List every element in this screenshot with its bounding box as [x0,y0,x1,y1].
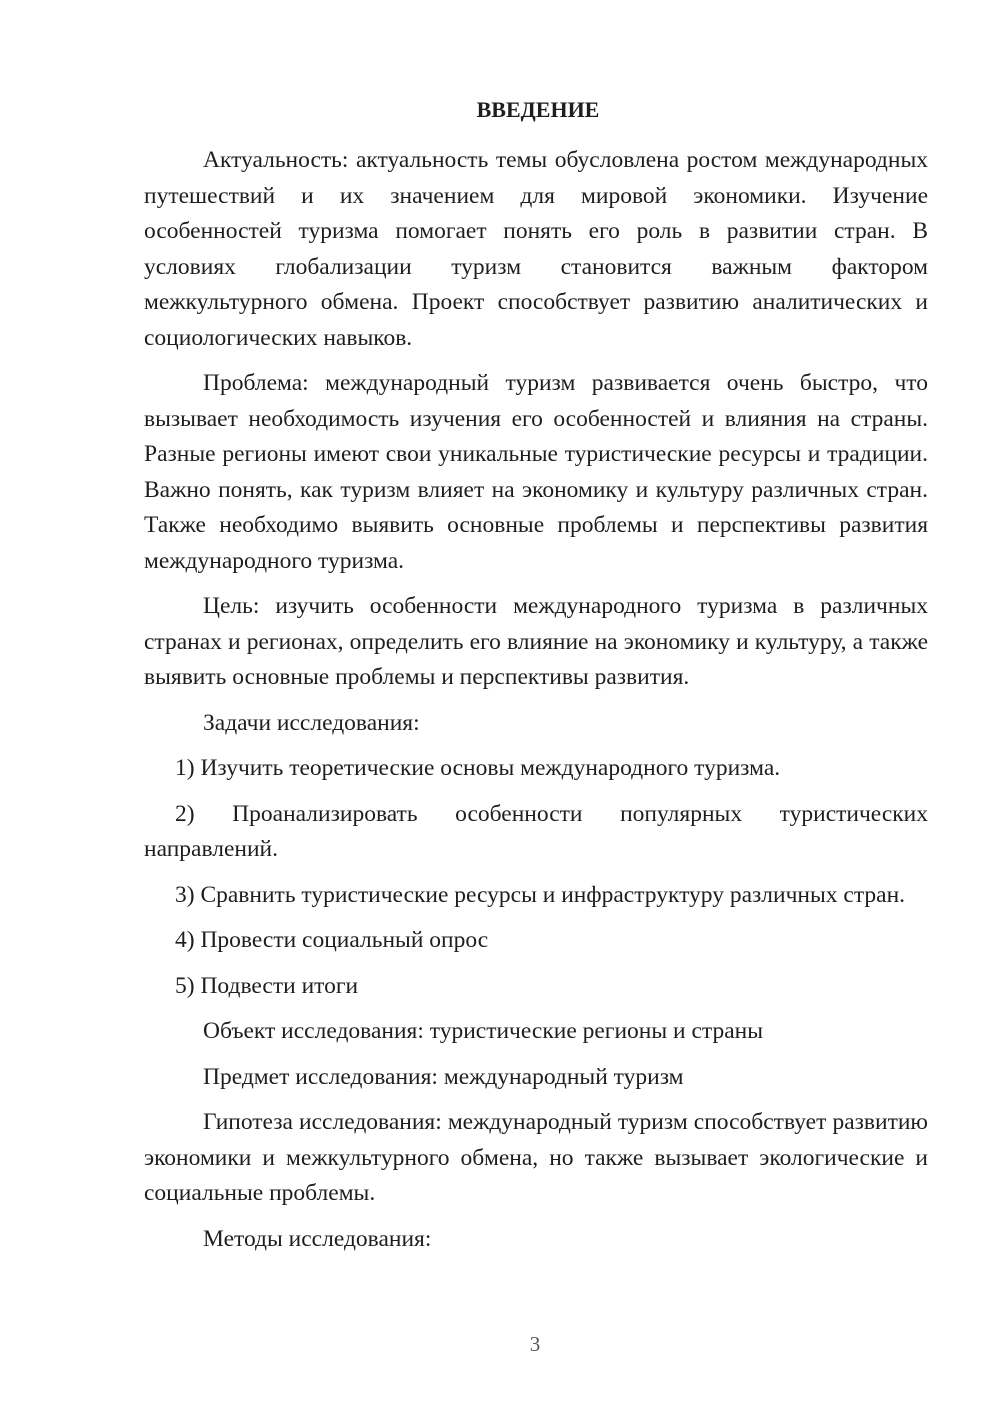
goal-paragraph: Цель: изучить особенности международного туризма в различных странах и регионах, определить его влияние на экономику и культуру, а также выявить основные проблемы и перспективы развития. [144,593,928,690]
object-paragraph: Объект исследования: туристические регионы и страны [203,1018,763,1044]
task-item-3: 3) Сравнить туристические ресурсы и инфраструктуру различных стран. [175,881,906,908]
task-item-1: 1) Изучить теоретические основы международного туризма. [175,755,781,781]
subject-paragraph: Предмет исследования: международный туризм [203,1063,684,1090]
tasks-heading: Задачи исследования: [203,709,420,736]
methods-heading: Методы исследования: [203,1225,432,1252]
hypothesis-paragraph: Гипотеза исследования: международный туризм способствует развитию экономики и межкультурного обмена, но также вызывает экологические и социальные проблемы. [144,1109,928,1206]
task-item-2: 2) Проанализировать особенности популярных туристических направлений. [144,800,928,862]
document-page [144,95,928,1267]
task-item-4: 4) Провести социальный опрос [175,927,489,953]
relevance-paragraph: Актуальность: актуальность темы обусловлена ростом международных путешествий и их значением для мировой экономики. Изучение особенностей туризма помогает понять его роль в развитии стран. В условиях глобализации туризм становится важным фактором межкультурного обмена. Проект способствует развитию аналитических и социологических навыков. [144,147,928,351]
task-item-5: 5) Подвести итоги [175,972,359,999]
section-title: ВВЕДЕНИЕ [476,97,600,122]
problem-paragraph: Проблема: международный туризм развивается очень быстро, что вызывает необходимость изучения его особенностей и влияния на страны. Разные регионы имеют свои уникальные туристические ресурсы и традиции. Важно понять, как туризм влияет на экономику и культуру различных стран. Также необходимо выявить основные проблемы и перспективы развития международного туризма. [144,370,928,574]
page-number: 3 [529,1332,541,1356]
